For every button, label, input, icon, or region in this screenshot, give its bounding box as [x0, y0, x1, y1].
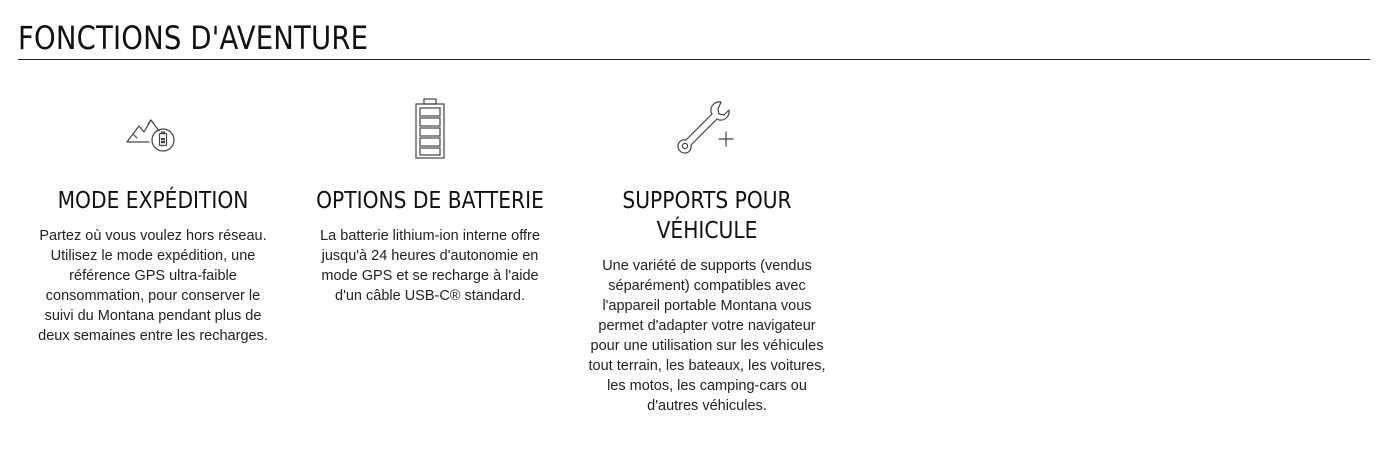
- section-title: FONCTIONS D'AVENTURE: [18, 19, 369, 57]
- mountain-battery-icon: [113, 88, 193, 168]
- feature-description: Partez où vous voulez hors réseau. Utilisez le mode expédition, une référence GPS ultra-faible consommation, pour conserver le suivi du Montana pendant plus de deux semaines entre les recharges.: [38, 228, 268, 344]
- feature-description: La batterie lithium-ion interne offre jusqu'à 24 heures d'autonomie en mode GPS et se recharge à l'aide d'un câble USB-C® standard.: [320, 228, 540, 304]
- feature-vehicle-mounts: [572, 88, 842, 463]
- feature-battery-options: [295, 88, 565, 463]
- feature-title: MODE EXPÉDITION: [57, 188, 249, 214]
- wrench-plus-icon: [667, 88, 747, 168]
- feature-title: OPTIONS DE BATTERIE: [316, 188, 544, 214]
- feature-title: SUPPORTS POUR VÉHICULE: [622, 188, 792, 244]
- feature-list: [18, 88, 838, 463]
- battery-icon: [390, 88, 470, 168]
- feature-expedition-mode: [18, 88, 288, 463]
- feature-description: Une variété de supports (vendus séparément) compatibles avec l'appareil portable Montana vous permet d'adapter votre navigateur pour une utilisation sur les véhicules tout terrain, les bateaux, les voitures, les motos, les camping-cars ou d'autres véhicules.: [588, 258, 826, 414]
- section-header: [18, 18, 1370, 60]
